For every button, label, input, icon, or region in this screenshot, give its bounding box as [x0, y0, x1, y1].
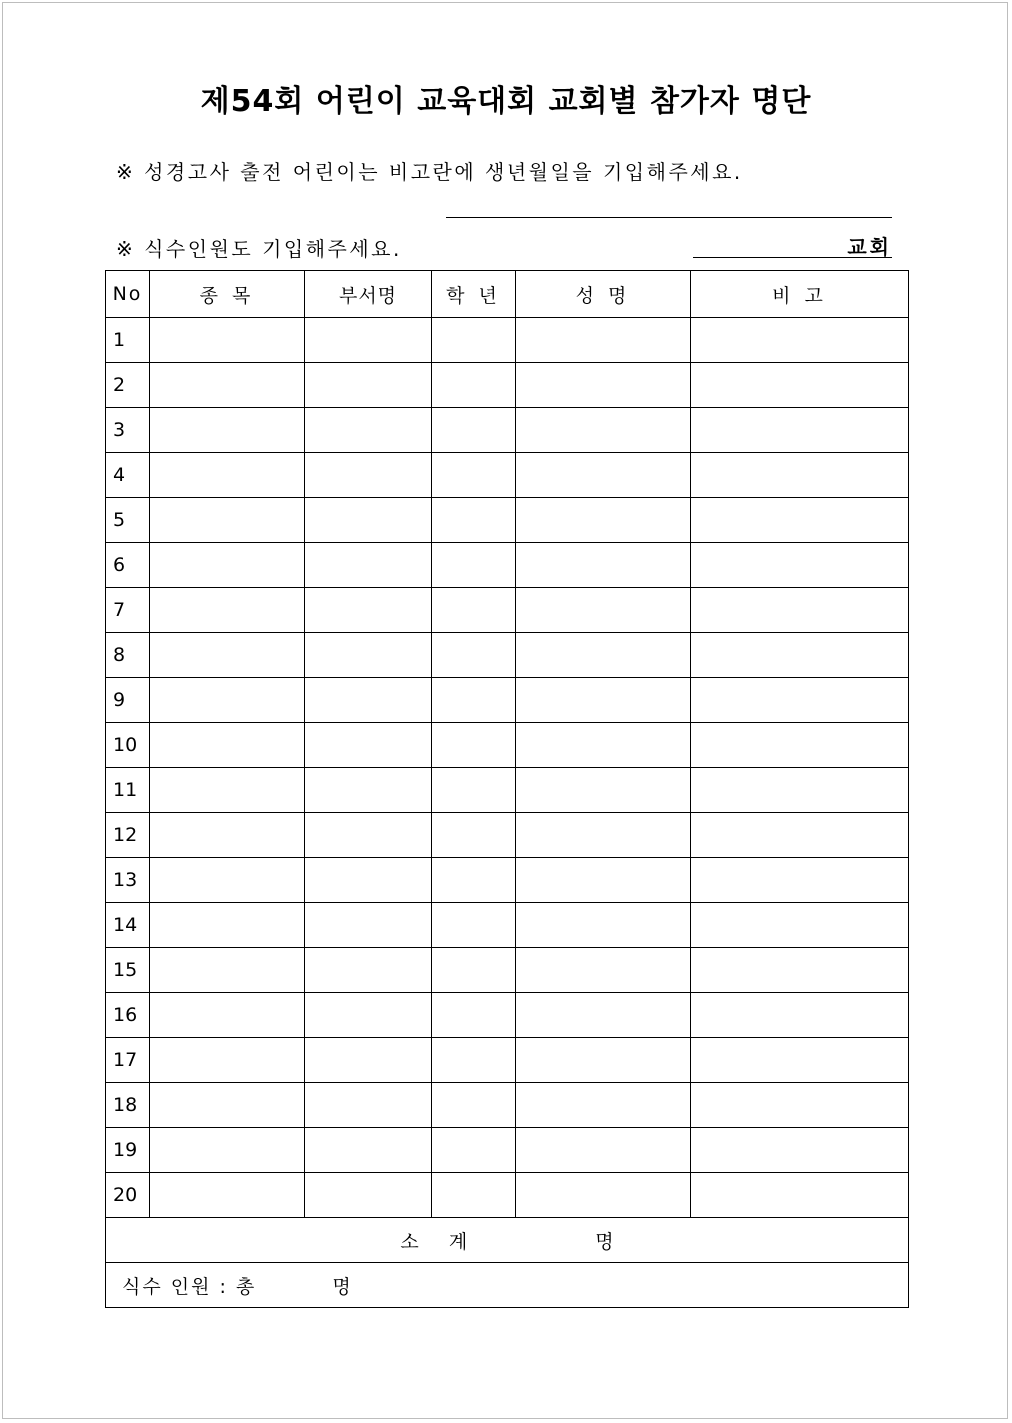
name-cell[interactable] [516, 588, 691, 633]
table-row [106, 678, 909, 723]
row-number: 10 [106, 723, 150, 768]
table-row [106, 813, 909, 858]
row-number: 12 [106, 813, 150, 858]
row-number: 3 [106, 408, 150, 453]
remarks-cell[interactable] [691, 633, 909, 678]
grade-cell[interactable] [432, 903, 516, 948]
remarks-cell[interactable] [691, 1128, 909, 1173]
table-row [106, 1128, 909, 1173]
event-cell[interactable] [150, 1038, 305, 1083]
event-cell[interactable] [150, 768, 305, 813]
row-number: 5 [106, 498, 150, 543]
table-row [106, 768, 909, 813]
department-cell[interactable] [305, 993, 432, 1038]
row-number: 8 [106, 633, 150, 678]
name-cell[interactable] [516, 543, 691, 588]
meal-count-cell[interactable] [106, 1263, 909, 1308]
name-cell[interactable] [516, 723, 691, 768]
department-cell[interactable] [305, 948, 432, 993]
department-cell[interactable] [305, 1038, 432, 1083]
church-label: 교회 [847, 235, 892, 259]
name-cell[interactable] [516, 993, 691, 1038]
remarks-cell[interactable] [691, 993, 909, 1038]
name-cell[interactable] [516, 768, 691, 813]
grade-cell[interactable] [432, 723, 516, 768]
event-cell[interactable] [150, 318, 305, 363]
table-row [106, 723, 909, 768]
department-cell[interactable] [305, 363, 432, 408]
row-number: 13 [106, 858, 150, 903]
grade-cell[interactable] [432, 993, 516, 1038]
subtotal-label: 소 계 [400, 1230, 480, 1253]
event-cell[interactable] [150, 813, 305, 858]
name-cell[interactable] [516, 678, 691, 723]
grade-cell[interactable] [432, 363, 516, 408]
row-number: 9 [106, 678, 150, 723]
table-row [106, 948, 909, 993]
name-cell[interactable] [516, 633, 691, 678]
event-cell[interactable] [150, 723, 305, 768]
row-number: 11 [106, 768, 150, 813]
name-cell[interactable] [516, 1128, 691, 1173]
header-name: 성 명 [516, 271, 691, 318]
remarks-cell[interactable] [691, 948, 909, 993]
event-cell[interactable] [150, 1083, 305, 1128]
grade-cell[interactable] [432, 858, 516, 903]
row-number: 4 [106, 453, 150, 498]
remarks-cell[interactable] [691, 1173, 909, 1218]
name-cell[interactable] [516, 1173, 691, 1218]
event-cell[interactable] [150, 903, 305, 948]
table-row [106, 588, 909, 633]
name-cell[interactable] [516, 318, 691, 363]
table-row [106, 363, 909, 408]
grade-cell[interactable] [432, 318, 516, 363]
grade-cell[interactable] [432, 498, 516, 543]
row-number: 17 [106, 1038, 150, 1083]
table-row [106, 543, 909, 588]
header-grade: 학 년 [432, 271, 516, 318]
grade-cell[interactable] [432, 1173, 516, 1218]
event-cell[interactable] [150, 678, 305, 723]
remarks-cell[interactable] [691, 408, 909, 453]
table-row [106, 453, 909, 498]
remarks-cell[interactable] [691, 1083, 909, 1128]
header-department: 부서명 [305, 271, 432, 318]
name-cell[interactable] [516, 858, 691, 903]
remarks-cell[interactable] [691, 543, 909, 588]
remarks-cell[interactable] [691, 453, 909, 498]
event-cell[interactable] [150, 543, 305, 588]
table-row [106, 903, 909, 948]
row-number: 18 [106, 1083, 150, 1128]
table-row [106, 858, 909, 903]
event-cell[interactable] [150, 453, 305, 498]
department-cell[interactable] [305, 858, 432, 903]
table-row [106, 1083, 909, 1128]
note-birthdate: ※ 성경고사 출전 어린이는 비고란에 생년월일을 기입해주세요. [116, 160, 743, 184]
table-header-row [106, 271, 909, 318]
department-cell[interactable] [305, 1083, 432, 1128]
header-no: No [106, 271, 150, 318]
remarks-cell[interactable] [691, 318, 909, 363]
signature-line [446, 217, 892, 218]
table-row [106, 1173, 909, 1218]
department-cell[interactable] [305, 318, 432, 363]
remarks-cell[interactable] [691, 498, 909, 543]
event-cell[interactable] [150, 588, 305, 633]
subtotal-row [106, 1218, 909, 1263]
meal-count-row [106, 1263, 909, 1308]
remarks-cell[interactable] [691, 678, 909, 723]
subtotal-cell[interactable] [106, 1218, 909, 1263]
department-cell[interactable] [305, 678, 432, 723]
event-cell[interactable] [150, 858, 305, 903]
event-cell[interactable] [150, 363, 305, 408]
event-cell[interactable] [150, 1173, 305, 1218]
department-cell[interactable] [305, 588, 432, 633]
table-row [106, 633, 909, 678]
name-cell[interactable] [516, 1038, 691, 1083]
name-cell[interactable] [516, 498, 691, 543]
event-cell[interactable] [150, 993, 305, 1038]
event-cell[interactable] [150, 633, 305, 678]
row-number: 15 [106, 948, 150, 993]
event-cell[interactable] [150, 498, 305, 543]
grade-cell[interactable] [432, 948, 516, 993]
department-cell[interactable] [305, 1173, 432, 1218]
event-cell[interactable] [150, 408, 305, 453]
row-number: 2 [106, 363, 150, 408]
remarks-cell[interactable] [691, 813, 909, 858]
table-row [106, 993, 909, 1038]
header-event: 종 목 [150, 271, 305, 318]
name-cell[interactable] [516, 813, 691, 858]
grade-cell[interactable] [432, 768, 516, 813]
department-cell[interactable] [305, 723, 432, 768]
department-cell[interactable] [305, 453, 432, 498]
row-number: 6 [106, 543, 150, 588]
grade-cell[interactable] [432, 588, 516, 633]
remarks-cell[interactable] [691, 768, 909, 813]
grade-cell[interactable] [432, 408, 516, 453]
row-number: 19 [106, 1128, 150, 1173]
department-cell[interactable] [305, 1128, 432, 1173]
header-remarks: 비 고 [691, 271, 909, 318]
church-name-field[interactable] [693, 231, 892, 258]
grade-cell[interactable] [432, 813, 516, 858]
row-number: 1 [106, 318, 150, 363]
remarks-cell[interactable] [691, 588, 909, 633]
table-row [106, 408, 909, 453]
department-cell[interactable] [305, 903, 432, 948]
participant-table [105, 270, 909, 1308]
grade-cell[interactable] [432, 1128, 516, 1173]
table-row [106, 498, 909, 543]
name-cell[interactable] [516, 453, 691, 498]
row-number: 14 [106, 903, 150, 948]
grade-cell[interactable] [432, 678, 516, 723]
name-cell[interactable] [516, 948, 691, 993]
name-cell[interactable] [516, 1083, 691, 1128]
table-row [106, 318, 909, 363]
name-cell[interactable] [516, 408, 691, 453]
page-title: 제54회 어린이 교육대회 교회별 참가자 명단 [200, 84, 812, 119]
row-number: 16 [106, 993, 150, 1038]
department-cell[interactable] [305, 408, 432, 453]
meal-count-label: 식수 인원 : 총 [122, 1275, 257, 1298]
event-cell[interactable] [150, 948, 305, 993]
remarks-cell[interactable] [691, 363, 909, 408]
name-cell[interactable] [516, 363, 691, 408]
department-cell[interactable] [305, 813, 432, 858]
table-row [106, 1038, 909, 1083]
grade-cell[interactable] [432, 1038, 516, 1083]
note-meals: ※ 식수인원도 기입해주세요. [116, 237, 402, 261]
department-cell[interactable] [305, 498, 432, 543]
department-cell[interactable] [305, 633, 432, 678]
grade-cell[interactable] [432, 1083, 516, 1128]
grade-cell[interactable] [432, 633, 516, 678]
subtotal-unit: 명 [595, 1230, 614, 1253]
department-cell[interactable] [305, 768, 432, 813]
meal-count-unit: 명 [332, 1275, 353, 1298]
grade-cell[interactable] [432, 453, 516, 498]
grade-cell[interactable] [432, 543, 516, 588]
event-cell[interactable] [150, 1128, 305, 1173]
remarks-cell[interactable] [691, 858, 909, 903]
name-cell[interactable] [516, 903, 691, 948]
remarks-cell[interactable] [691, 903, 909, 948]
department-cell[interactable] [305, 543, 432, 588]
row-number: 20 [106, 1173, 150, 1218]
remarks-cell[interactable] [691, 1038, 909, 1083]
row-number: 7 [106, 588, 150, 633]
remarks-cell[interactable] [691, 723, 909, 768]
